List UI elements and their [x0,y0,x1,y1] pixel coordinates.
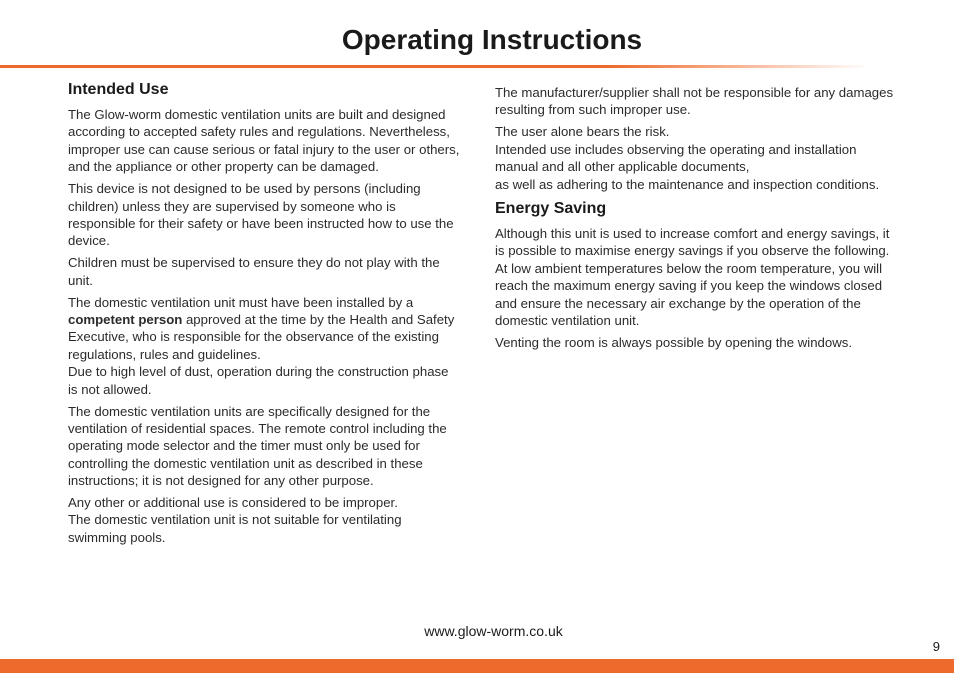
paragraph-children: Children must be supervised to ensure they do not play with the unit. [68,255,440,288]
swimming-pools-note: The domestic ventilation unit is not suitable for ventilating swimming pools. [68,512,402,545]
paragraph-manufacturer-liability: The manufacturer/supplier shall not be responsible for any damages resulting from such improper use. [495,85,894,118]
improper-use-text: Any other or additional use is considered to be improper. [68,495,398,511]
installation-text-start: The domestic ventilation unit must have been installed by a [68,294,414,310]
page-number: 9 [932,639,940,654]
paragraph-venting: Venting the room is always possible by opening the windows. [495,334,853,350]
right-column [495,84,895,356]
paragraph-user-risk [495,123,895,193]
paragraph-energy-saving [495,225,895,329]
maintenance-conditions-text: as well as adhering to the maintenance and inspection conditions. [495,176,880,192]
title-divider [0,65,870,68]
construction-dust-note: Due to high level of dust, operation during the construction phase is not allowed. [68,364,449,397]
user-risk-text: The user alone bears the risk. [495,124,670,140]
low-temperature-advice: At low ambient temperatures below the room temperature, you will reach the maximum energy saving if you keep the windows closed and ensure the necessary air exchange by the operation of the domestic ventilation unit. [495,260,883,328]
competent-person-emphasis: competent person [68,311,183,327]
energy-saving-heading: Energy Saving [495,199,607,217]
paragraph-safety-rules: The Glow-worm domestic ventilation units are built and designed according to accepted safety rules and regulations. Nevertheless, improper use can cause serious or fatal injury to the user or others, and the appliance or other property can be damaged. [68,107,460,175]
installation-text-end: approved at the time by the Health and Safety Executive, who is responsible for the observance of the existing regulations, rules and guidelines. [68,311,455,362]
page-title: Operating Instructions [341,24,643,55]
website-url: www.glow-worm.co.uk [424,623,563,639]
paragraph-improper-use [68,494,460,546]
paragraph-supervision: This device is not designed to be used by persons (including children) unless they are supervised by someone who is responsible for their safety or have been instructed how to use the device. [68,181,454,249]
paragraph-installation [68,294,460,398]
intended-use-heading: Intended Use [68,81,169,98]
intended-use-docs-text: Intended use includes observing the operating and installation manual and all other applicable documents, [495,141,857,175]
energy-savings-intro: Although this unit is used to increase comfort and energy savings, it is possible to maximise energy savings if you observe the following. [495,225,890,259]
paragraph-residential-use: The domestic ventilation units are specifically designed for the ventilation of residential spaces. The remote control including the operating mode selector and the timer must only be used for controlling the domestic ventilation unit as described in these instructions; it is not designed for any other purpose. [68,403,447,489]
left-column [68,80,460,551]
footer-accent-bar [0,659,954,673]
